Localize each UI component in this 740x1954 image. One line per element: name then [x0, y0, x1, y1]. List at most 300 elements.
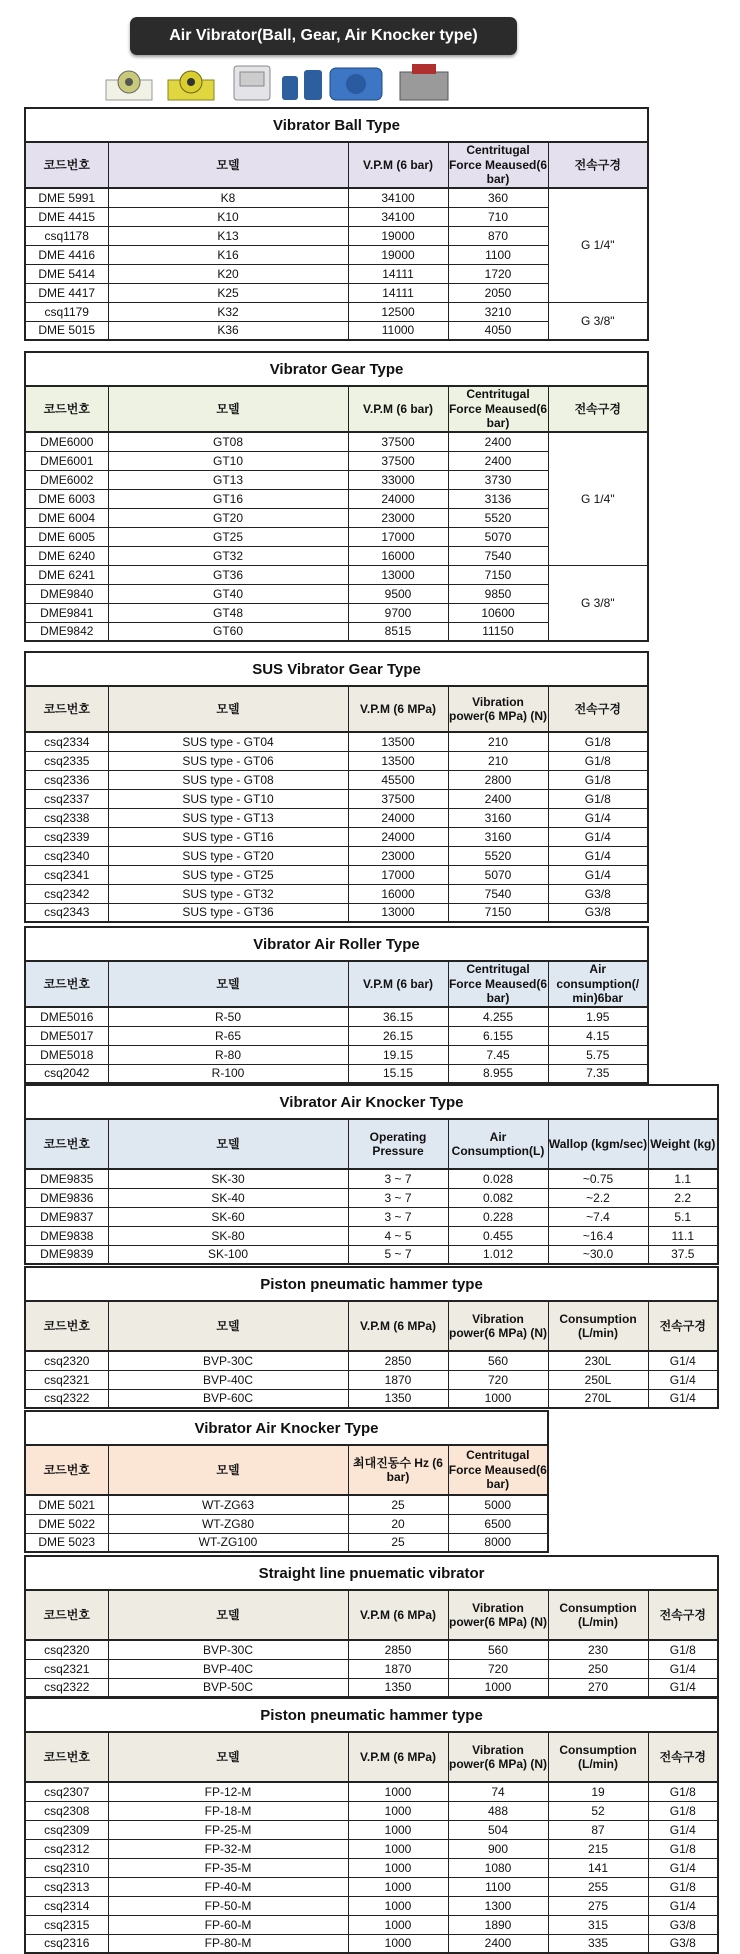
table-cell: FP-32-M: [108, 1839, 348, 1858]
table-cell: 11.1: [648, 1226, 718, 1245]
table-cell: 1000: [348, 1858, 448, 1877]
table-cell: 3160: [448, 827, 548, 846]
table-cell: 315: [548, 1915, 648, 1934]
spec-table: [24, 1555, 719, 1698]
table-cell: 17000: [348, 527, 448, 546]
table-row: [25, 1514, 548, 1533]
column-header: V.P.M (6 bar): [348, 961, 448, 1007]
table-row: [25, 1389, 718, 1408]
table-cell: DME6000: [25, 432, 108, 451]
table-cell: ~0.75: [548, 1169, 648, 1188]
table-cell: G1/8: [648, 1839, 718, 1858]
table-cell: csq2309: [25, 1820, 108, 1839]
column-header: 모델: [108, 961, 348, 1007]
spec-section: [24, 1266, 717, 1409]
table-row: [25, 1207, 718, 1226]
column-header: Vibration power(6 MPa) (N): [448, 1301, 548, 1351]
table-cell: 1.1: [648, 1169, 718, 1188]
section-title: Vibrator Air Roller Type: [25, 927, 648, 961]
table-cell: 11000: [348, 321, 448, 340]
table-cell: 1350: [348, 1678, 448, 1697]
section-title: Vibrator Air Knocker Type: [25, 1085, 718, 1119]
table-cell: 360: [448, 188, 548, 207]
table-cell: DME6002: [25, 470, 108, 489]
table-cell: SUS type - GT20: [108, 846, 348, 865]
spec-table: [24, 1266, 719, 1409]
table-row: [25, 1169, 718, 1188]
table-cell: SK-80: [108, 1226, 348, 1245]
column-header: V.P.M (6 bar): [348, 142, 448, 188]
table-cell: SUS type - GT25: [108, 865, 348, 884]
table-cell: DME 6004: [25, 508, 108, 527]
table-row: [25, 302, 648, 321]
table-cell: 5.75: [548, 1045, 648, 1064]
table-cell: 5000: [448, 1495, 548, 1514]
table-cell: 720: [448, 1659, 548, 1678]
table-cell: DME9836: [25, 1188, 108, 1207]
table-cell: GT60: [108, 622, 348, 641]
table-cell: GT48: [108, 603, 348, 622]
table-cell: DME6001: [25, 451, 108, 470]
table-cell: csq2322: [25, 1678, 108, 1697]
column-header: Centritugal Force Meaused(6 bar): [448, 962, 548, 1006]
table-cell: ~30.0: [548, 1245, 648, 1264]
table-cell: G3/8: [548, 884, 648, 903]
hammer-vibrator-icon: [400, 64, 448, 100]
column-header: 코드번호: [25, 686, 108, 732]
table-cell: 1350: [348, 1389, 448, 1408]
table-cell: csq2340: [25, 846, 108, 865]
table-cell: G1/4: [648, 1389, 718, 1408]
table-cell: 1000: [348, 1820, 448, 1839]
table-cell: csq2322: [25, 1389, 108, 1408]
table-cell: 5070: [448, 527, 548, 546]
table-cell: ~2.2: [548, 1188, 648, 1207]
table-cell: 230: [548, 1640, 648, 1659]
table-cell: 7540: [448, 884, 548, 903]
table-cell: G1/8: [548, 789, 648, 808]
table-row: [25, 1801, 718, 1820]
table-cell: 275: [548, 1896, 648, 1915]
table-cell: 2800: [448, 770, 548, 789]
table-cell: 1000: [348, 1915, 448, 1934]
table-cell: G1/4: [648, 1820, 718, 1839]
ball-vibrator-icon: [106, 71, 152, 100]
spec-section: [24, 1084, 717, 1265]
table-cell: DME 5991: [25, 188, 108, 207]
column-header: 코드번호: [25, 1119, 108, 1169]
table-cell: DME 6240: [25, 546, 108, 565]
column-header: 모델: [108, 686, 348, 732]
table-cell: 560: [448, 1640, 548, 1659]
table-cell: 504: [448, 1820, 548, 1839]
table-cell: 16000: [348, 546, 448, 565]
column-header: 전속구경: [548, 386, 648, 432]
column-header: 모델: [108, 1445, 348, 1495]
table-cell: csq2336: [25, 770, 108, 789]
table-cell: csq2321: [25, 1659, 108, 1678]
table-cell: 19: [548, 1782, 648, 1801]
table-cell: 2050: [448, 283, 548, 302]
table-cell: 14111: [348, 283, 448, 302]
port-size-cell: G 1/4": [548, 432, 648, 565]
table-row: [25, 1495, 548, 1514]
table-cell: 34100: [348, 188, 448, 207]
table-cell: 26.15: [348, 1026, 448, 1045]
table-cell: FP-50-M: [108, 1896, 348, 1915]
table-cell: SK-30: [108, 1169, 348, 1188]
table-cell: 1890: [448, 1915, 548, 1934]
table-cell: FP-35-M: [108, 1858, 348, 1877]
table-cell: DME9841: [25, 603, 108, 622]
table-cell: DME 5414: [25, 264, 108, 283]
table-cell: G3/8: [648, 1934, 718, 1953]
table-cell: 335: [548, 1934, 648, 1953]
table-cell: 20: [348, 1514, 448, 1533]
table-cell: G1/8: [548, 770, 648, 789]
table-cell: 33000: [348, 470, 448, 489]
table-cell: DME 6003: [25, 489, 108, 508]
knocker-vibrator-icon: [330, 68, 382, 100]
table-row: [25, 1245, 718, 1264]
column-header: 코드번호: [25, 1301, 108, 1351]
column-header: Air consumption(/ min)6bar: [548, 961, 648, 1007]
table-cell: 7150: [448, 903, 548, 922]
table-cell: DME 4417: [25, 283, 108, 302]
column-header: Vibration power(6 MPa) (N): [448, 686, 548, 732]
table-cell: 37500: [348, 451, 448, 470]
table-cell: csq2042: [25, 1064, 108, 1083]
table-cell: 250L: [548, 1370, 648, 1389]
table-cell: 0.082: [448, 1188, 548, 1207]
table-row: [25, 1064, 648, 1083]
section-title: Vibrator Air Knocker Type: [25, 1411, 548, 1445]
table-cell: 250: [548, 1659, 648, 1678]
table-cell: 13500: [348, 732, 448, 751]
table-cell: 10600: [448, 603, 548, 622]
table-cell: DME5017: [25, 1026, 108, 1045]
table-cell: G1/4: [648, 1370, 718, 1389]
table-cell: R-65: [108, 1026, 348, 1045]
table-cell: FP-40-M: [108, 1877, 348, 1896]
table-cell: 0.028: [448, 1169, 548, 1188]
table-cell: csq2342: [25, 884, 108, 903]
table-cell: 0.228: [448, 1207, 548, 1226]
table-cell: csq2341: [25, 865, 108, 884]
table-cell: csq2321: [25, 1370, 108, 1389]
table-cell: 7150: [448, 565, 548, 584]
spec-table: [24, 651, 649, 923]
table-cell: BVP-50C: [108, 1678, 348, 1697]
table-cell: GT20: [108, 508, 348, 527]
table-cell: BVP-30C: [108, 1640, 348, 1659]
table-cell: DME 5015: [25, 321, 108, 340]
column-header: Vibration power(6 MPa) (N): [448, 1590, 548, 1640]
spec-section: [24, 107, 647, 341]
table-cell: G1/8: [548, 732, 648, 751]
table-cell: csq1179: [25, 302, 108, 321]
table-cell: BVP-60C: [108, 1389, 348, 1408]
table-cell: csq2313: [25, 1877, 108, 1896]
table-cell: GT16: [108, 489, 348, 508]
table-row: [25, 1820, 718, 1839]
table-row: [25, 1370, 718, 1389]
table-cell: csq1178: [25, 226, 108, 245]
table-cell: DME 4416: [25, 245, 108, 264]
table-row: [25, 1533, 548, 1552]
table-cell: G1/4: [648, 1858, 718, 1877]
table-cell: 1000: [348, 1782, 448, 1801]
table-cell: DME9842: [25, 622, 108, 641]
table-cell: 24000: [348, 489, 448, 508]
table-cell: 5520: [448, 846, 548, 865]
table-cell: DME9835: [25, 1169, 108, 1188]
table-cell: 23000: [348, 846, 448, 865]
table-cell: GT13: [108, 470, 348, 489]
table-cell: csq2320: [25, 1351, 108, 1370]
table-cell: K32: [108, 302, 348, 321]
table-cell: 270L: [548, 1389, 648, 1408]
table-row: [25, 1678, 718, 1697]
sus-vibrator-icon: [234, 66, 270, 100]
table-cell: csq2315: [25, 1915, 108, 1934]
table-cell: K10: [108, 207, 348, 226]
table-cell: 2850: [348, 1351, 448, 1370]
spec-table: [24, 107, 649, 341]
table-cell: BVP-40C: [108, 1370, 348, 1389]
table-cell: csq2312: [25, 1839, 108, 1858]
product-images: [100, 58, 530, 104]
column-header: 전속구경: [648, 1590, 718, 1640]
table-row: [25, 1915, 718, 1934]
table-cell: FP-60-M: [108, 1915, 348, 1934]
column-header: Consumption (L/min): [548, 1732, 648, 1782]
table-cell: csq2339: [25, 827, 108, 846]
table-cell: 1000: [348, 1877, 448, 1896]
table-cell: SUS type - GT36: [108, 903, 348, 922]
spec-table: [24, 351, 649, 642]
table-cell: 13000: [348, 903, 448, 922]
table-cell: K16: [108, 245, 348, 264]
spec-table: [24, 1084, 719, 1265]
table-cell: BVP-30C: [108, 1351, 348, 1370]
table-cell: 14111: [348, 264, 448, 283]
table-cell: WT-ZG100: [108, 1533, 348, 1552]
table-cell: G1/4: [648, 1896, 718, 1915]
table-cell: 1.012: [448, 1245, 548, 1264]
table-cell: 52: [548, 1801, 648, 1820]
table-cell: 870: [448, 226, 548, 245]
table-row: [25, 884, 648, 903]
table-cell: 270: [548, 1678, 648, 1697]
table-cell: 24000: [348, 808, 448, 827]
table-cell: SUS type - GT04: [108, 732, 348, 751]
table-cell: R-100: [108, 1064, 348, 1083]
table-cell: 4.255: [448, 1007, 548, 1026]
table-row: [25, 789, 648, 808]
table-cell: 74: [448, 1782, 548, 1801]
table-cell: FP-18-M: [108, 1801, 348, 1820]
table-cell: 1000: [348, 1801, 448, 1820]
table-cell: DME 4415: [25, 207, 108, 226]
table-cell: 15.15: [348, 1064, 448, 1083]
table-cell: 19000: [348, 245, 448, 264]
table-cell: 11150: [448, 622, 548, 641]
table-cell: DME9840: [25, 584, 108, 603]
table-cell: 3730: [448, 470, 548, 489]
column-header: 전속구경: [548, 142, 648, 188]
table-cell: GT36: [108, 565, 348, 584]
column-header: Centritugal Force Meaused(6 bar): [448, 143, 548, 187]
table-cell: 2400: [448, 432, 548, 451]
table-cell: K8: [108, 188, 348, 207]
column-header: 모델: [108, 1590, 348, 1640]
table-cell: 5520: [448, 508, 548, 527]
table-cell: SUS type - GT10: [108, 789, 348, 808]
table-cell: 1000: [348, 1839, 448, 1858]
table-cell: 3 ~ 7: [348, 1188, 448, 1207]
table-cell: DME9838: [25, 1226, 108, 1245]
table-cell: 87: [548, 1820, 648, 1839]
table-cell: 560: [448, 1351, 548, 1370]
table-cell: csq2308: [25, 1801, 108, 1820]
table-cell: 17000: [348, 865, 448, 884]
column-header: 코드번호: [25, 386, 108, 432]
table-row: [25, 732, 648, 751]
table-cell: G1/4: [548, 865, 648, 884]
table-cell: 210: [448, 732, 548, 751]
table-cell: 2400: [448, 451, 548, 470]
table-cell: 5 ~ 7: [348, 1245, 448, 1264]
table-cell: 1100: [448, 245, 548, 264]
table-cell: 230L: [548, 1351, 648, 1370]
table-cell: 1000: [348, 1896, 448, 1915]
table-cell: ~7.4: [548, 1207, 648, 1226]
table-cell: 34100: [348, 207, 448, 226]
table-cell: GT10: [108, 451, 348, 470]
table-cell: 4.15: [548, 1026, 648, 1045]
table-cell: DME 6241: [25, 565, 108, 584]
table-cell: 1080: [448, 1858, 548, 1877]
table-cell: 3210: [448, 302, 548, 321]
table-cell: G1/4: [548, 846, 648, 865]
port-size-cell: G 3/8": [548, 302, 648, 340]
column-header: Air Consumption(L): [448, 1119, 548, 1169]
table-cell: FP-80-M: [108, 1934, 348, 1953]
column-header: 모델: [108, 1119, 348, 1169]
table-row: [25, 903, 648, 922]
table-cell: WT-ZG63: [108, 1495, 348, 1514]
table-row: [25, 1188, 718, 1207]
table-cell: 13000: [348, 565, 448, 584]
table-cell: 720: [448, 1370, 548, 1389]
table-cell: 8.955: [448, 1064, 548, 1083]
table-cell: 0.455: [448, 1226, 548, 1245]
table-cell: SUS type - GT06: [108, 751, 348, 770]
table-cell: SK-40: [108, 1188, 348, 1207]
column-header: Vibration power(6 MPa) (N): [448, 1732, 548, 1782]
table-cell: GT08: [108, 432, 348, 451]
table-cell: 4050: [448, 321, 548, 340]
column-header: 모델: [108, 386, 348, 432]
table-row: [25, 1858, 718, 1877]
section-title: Piston pneumatic hammer type: [25, 1698, 718, 1732]
table-cell: csq2307: [25, 1782, 108, 1801]
column-header: 모델: [108, 142, 348, 188]
table-cell: G1/4: [548, 808, 648, 827]
table-cell: G3/8: [648, 1915, 718, 1934]
table-cell: GT32: [108, 546, 348, 565]
column-header: Centritugal Force Meaused(6 bar): [448, 1445, 548, 1495]
table-cell: G1/4: [648, 1659, 718, 1678]
column-header: Consumption (L/min): [548, 1590, 648, 1640]
table-cell: 37.5: [648, 1245, 718, 1264]
table-cell: DME9837: [25, 1207, 108, 1226]
column-header: Centritugal Force Meaused(6 bar): [448, 387, 548, 431]
column-header: V.P.M (6 MPa): [348, 686, 448, 732]
table-cell: csq2314: [25, 1896, 108, 1915]
column-header: 전속구경: [648, 1732, 718, 1782]
table-cell: 25: [348, 1533, 448, 1552]
table-row: [25, 188, 648, 207]
table-cell: R-50: [108, 1007, 348, 1026]
table-cell: 24000: [348, 827, 448, 846]
table-cell: csq2338: [25, 808, 108, 827]
table-row: [25, 846, 648, 865]
table-cell: 1100: [448, 1877, 548, 1896]
table-cell: 9500: [348, 584, 448, 603]
column-header: 코드번호: [25, 961, 108, 1007]
table-cell: 7540: [448, 546, 548, 565]
table-cell: 5.1: [648, 1207, 718, 1226]
table-cell: 37500: [348, 432, 448, 451]
column-header: 코드번호: [25, 1732, 108, 1782]
table-cell: ~16.4: [548, 1226, 648, 1245]
table-cell: DME 5023: [25, 1533, 108, 1552]
table-cell: 6500: [448, 1514, 548, 1533]
table-row: [25, 1659, 718, 1678]
table-row: [25, 1045, 648, 1064]
column-header: 코드번호: [25, 1445, 108, 1495]
table-row: [25, 1026, 648, 1045]
table-cell: 25: [348, 1495, 448, 1514]
spec-section: [24, 351, 647, 642]
section-title: Straight line pnuematic vibrator: [25, 1556, 718, 1590]
section-title: Vibrator Gear Type: [25, 352, 648, 386]
table-row: [25, 865, 648, 884]
table-cell: GT40: [108, 584, 348, 603]
spec-section: [24, 926, 647, 1084]
column-header: Wallop (kgm/sec): [548, 1119, 648, 1169]
table-cell: G1/8: [548, 751, 648, 770]
table-cell: BVP-40C: [108, 1659, 348, 1678]
roller-vibrator-icon: [282, 70, 322, 100]
table-row: [25, 1896, 718, 1915]
table-cell: 23000: [348, 508, 448, 527]
table-row: [25, 565, 648, 584]
table-cell: GT25: [108, 527, 348, 546]
table-cell: G3/8: [548, 903, 648, 922]
table-cell: 3136: [448, 489, 548, 508]
table-cell: K13: [108, 226, 348, 245]
table-cell: 710: [448, 207, 548, 226]
table-cell: SUS type - GT08: [108, 770, 348, 789]
column-header: 전속구경: [648, 1301, 718, 1351]
table-cell: R-80: [108, 1045, 348, 1064]
table-cell: 3160: [448, 808, 548, 827]
column-header: V.P.M (6 MPa): [348, 1301, 448, 1351]
spec-section: [24, 1555, 717, 1698]
